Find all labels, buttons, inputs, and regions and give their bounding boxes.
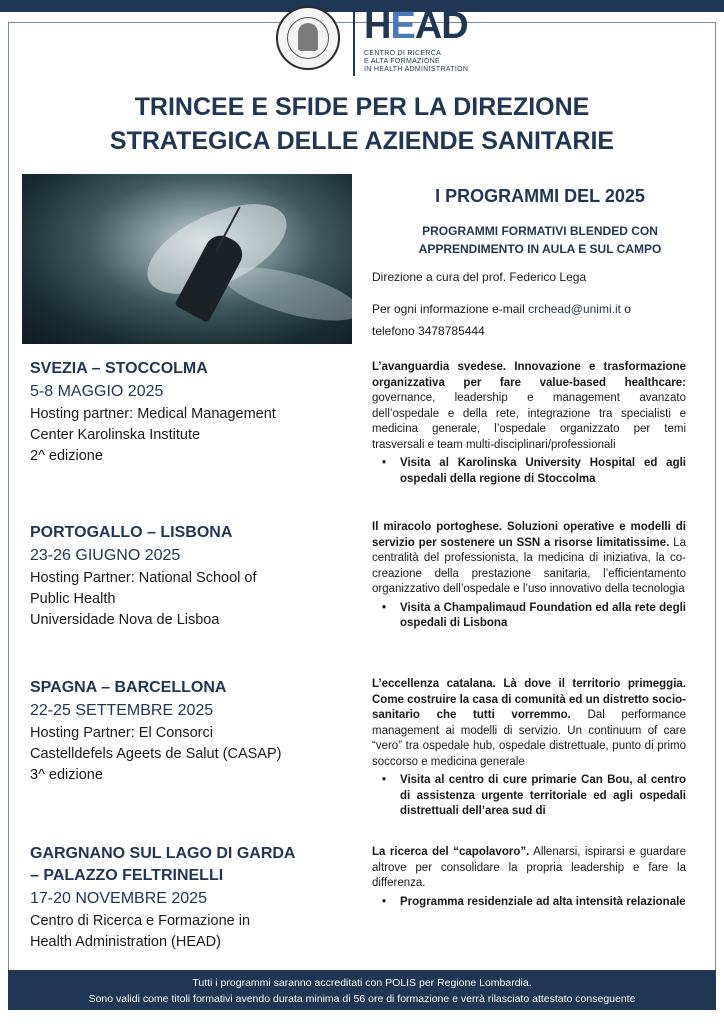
description-lisbon: Il miracolo portoghese. Soluzioni operative e modelli di servizio per sostenere un SSN a risorse limitatissime. La centralità del professionista, la medicina di iniziativa, la co-creazione della prestazione sanitaria, l’efficientamento organizzativo dell’ospedale e l’uso innovativo della tecnologia • Visita a Champalimaud Foundation ed alla rete degli ospedali di Lisbona [372, 520, 686, 632]
location-stockholm: SVEZIA – STOCCOLMA 5-8 MAGGIO 2025 Hosting partner: Medical Management Center Karolinska Institute 2^ edizione [30, 358, 350, 467]
location-date: 22-25 SETTEMBRE 2025 [30, 702, 214, 719]
location-title-2: – PALAZZO FELTRINELLI [30, 867, 224, 884]
description-gargnano: La ricerca del “capolavoro”. Allenarsi, ispirarsi e guardare altrove per consolidare la propria leadership e fare la differenza. • Programma residenziale ad alta intensità relazionale [372, 845, 686, 910]
logo-divider [353, 4, 355, 76]
location-gargnano: GARGNANO SUL LAGO DI GARDA – PALAZZO FELTRINELLI 17-20 NOVEMBRE 2025 Centro di Ricerca e Formazione in Health Administration (HEAD) [30, 843, 350, 953]
university-seal-icon [276, 6, 340, 70]
contact-info: Per ogni informazione e-mail crchead@unimi.it o telefono 3478785444 [372, 302, 631, 338]
top-band [0, 0, 724, 12]
visit-bullet: • Visita al Karolinska University Hospital ed agli ospedali della regione di Stoccolma [372, 456, 686, 487]
description-stockholm: L’avanguardia svedese. Innovazione e trasformazione organizzativa per fare value-based healthcare: governance, leadership e management avanzato dell’ospedale e della rete, integrazione tra specialisti e medicina generale, l’ospedale organizzato per temi trasversali e team multi-disciplinari/professionali • Visita al Karolinska University Hospital ed agli ospedali della regione di Stoccolma [372, 360, 686, 487]
location-barcelona: SPAGNA – BARCELLONA 22-25 SETTEMBRE 2025 Hosting Partner: El Consorci Castelldefels Ageets de Salut (CASAP) 3^ edizione [30, 677, 350, 786]
page-frame [8, 22, 716, 986]
location-date: 17-20 NOVEMBRE 2025 [30, 890, 207, 907]
page-title: TRINCEE E SFIDE PER LA DIREZIONE STRATEGICA DELLE AZIENDE SANITARIE [109, 93, 615, 155]
programmi-title: I PROGRAMMI DEL 2025 [435, 186, 645, 206]
head-logo-word: HEAD [364, 5, 468, 47]
stormy-sea-ship-image [22, 174, 352, 344]
phone-text: telefono 3478785444 [372, 324, 485, 338]
head-logo-subtitle: CENTRO DI RICERCA E ALTA FORMAZIONE IN HEALTH ADMINISTRATION [364, 50, 469, 73]
programmi-subtitle: PROGRAMMI FORMATIVI BLENDED CON APPRENDIMENTO IN AULA E SUL CAMPO [418, 224, 662, 256]
visit-bullet: • Visita a Champalimaud Foundation ed alla rete degli ospedali di Lisbona [372, 601, 686, 632]
location-title: GARGNANO SUL LAGO DI GARDA [30, 845, 296, 862]
footer-note: Tutti i programmi saranno accreditati con POLIS per Regione Lombardia. Sono validi come titoli formativi avendo durata minima di 56 ore di formazione e verrà rilasciato attestato conseguente [8, 970, 716, 1010]
location-lisbon: PORTOGALLO – LISBONA 23-26 GIUGNO 2025 Hosting Partner: National School of Public Health Universidade Nova de Lisboa [30, 522, 350, 631]
visit-bullet: • Programma residenziale ad alta intensità relazionale [372, 895, 686, 911]
location-title: SPAGNA – BARCELLONA [30, 679, 227, 696]
location-date: 23-26 GIUGNO 2025 [30, 547, 181, 564]
location-title: PORTOGALLO – LISBONA [30, 524, 233, 541]
email-link[interactable]: crchead@unimi.it [528, 302, 621, 316]
location-title: SVEZIA – STOCCOLMA [30, 360, 208, 377]
head-logo [364, 6, 468, 74]
description-barcelona: L’eccellenza catalana. Là dove il territorio primeggia. Come costruire la casa di comunità ed un distretto socio-sanitario che tutti vorremmo. Dal performance management ai modelli di servizio. Un continuum of care “vero” tra ospedale hub, ospedale distrettuale, punto di primo soccorso e medicina generale • Visita al centro di cure primarie Can Bou, al centro di assistenza urgente territoriale ed agli ospedali distrettuali dell’area sud di [372, 677, 686, 820]
location-date: 5-8 MAGGIO 2025 [30, 383, 164, 400]
direzione-text: Direzione a cura del prof. Federico Lega [372, 270, 587, 284]
visit-bullet: • Visita al centro di cure primarie Can Bou, al centro di assistenza urgente territoriale ed agli ospedali distrettuali dell’area sud di [372, 773, 686, 820]
